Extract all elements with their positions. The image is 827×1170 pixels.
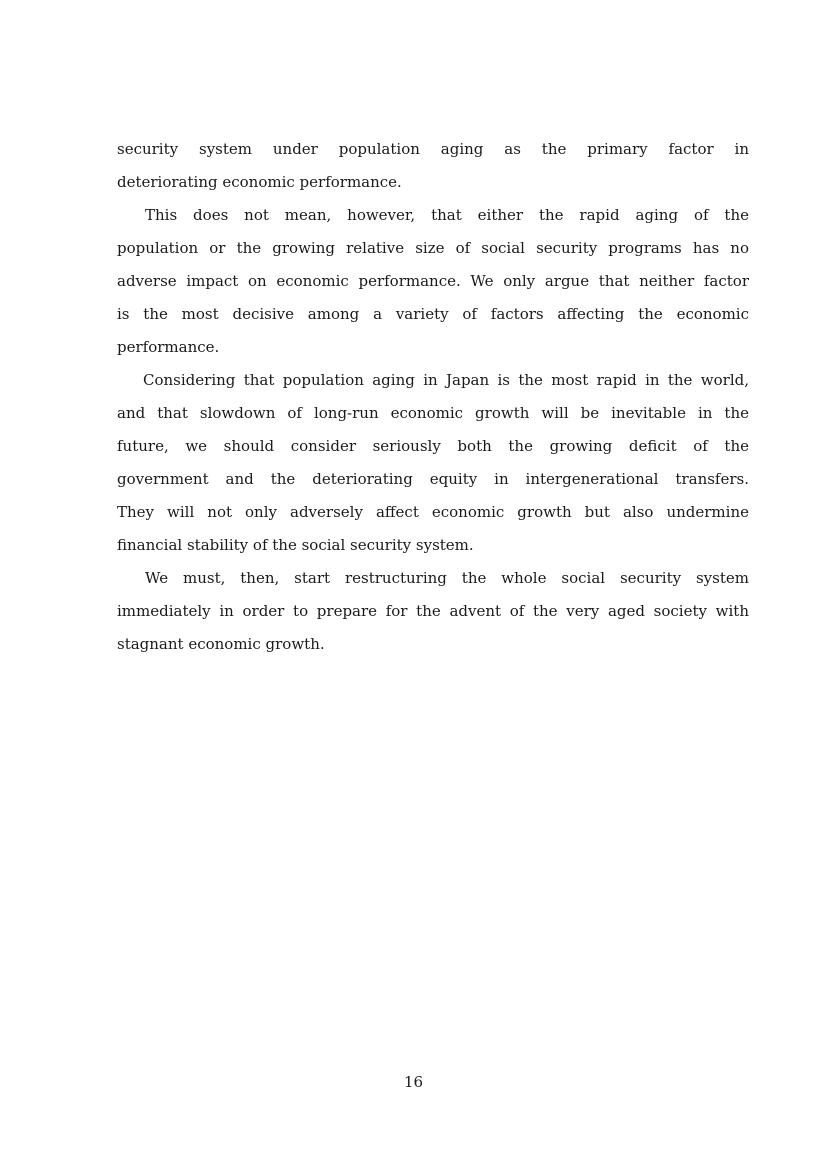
text-line: immediately in order to prepare for the advent of the very aged society with — [117, 602, 749, 620]
text-line: We must, then, start restructuring the whole social security system — [145, 569, 749, 587]
text-line: and that slowdown of long-run economic growth will be inevitable in the — [117, 404, 749, 422]
text-line: deteriorating economic performance. — [117, 173, 402, 191]
text-line: stagnant economic growth. — [117, 635, 325, 653]
text-line: government and the deteriorating equity in intergenerational transfers. — [117, 470, 749, 488]
body-text — [117, 133, 749, 661]
text-line: This does not mean, however, that either the rapid aging of the — [145, 206, 749, 224]
page-number: 16 — [403, 1073, 424, 1091]
text-line: performance. — [117, 338, 220, 356]
text-line: security system under population aging as the primary factor in — [117, 140, 749, 158]
text-line: financial stability of the social security system. — [117, 536, 474, 554]
text-line: population or the growing relative size of social security programs has no — [117, 239, 749, 257]
text-line: Considering that population aging in Japan is the most rapid in the world, — [143, 371, 749, 389]
text-line: adverse impact on economic performance. We only argue that neither factor — [117, 272, 749, 290]
text-line: future, we should consider seriously both the growing deficit of the — [117, 437, 749, 455]
text-line: is the most decisive among a variety of factors affecting the economic — [117, 305, 749, 323]
text-line: They will not only adversely affect economic growth but also undermine — [117, 503, 749, 521]
